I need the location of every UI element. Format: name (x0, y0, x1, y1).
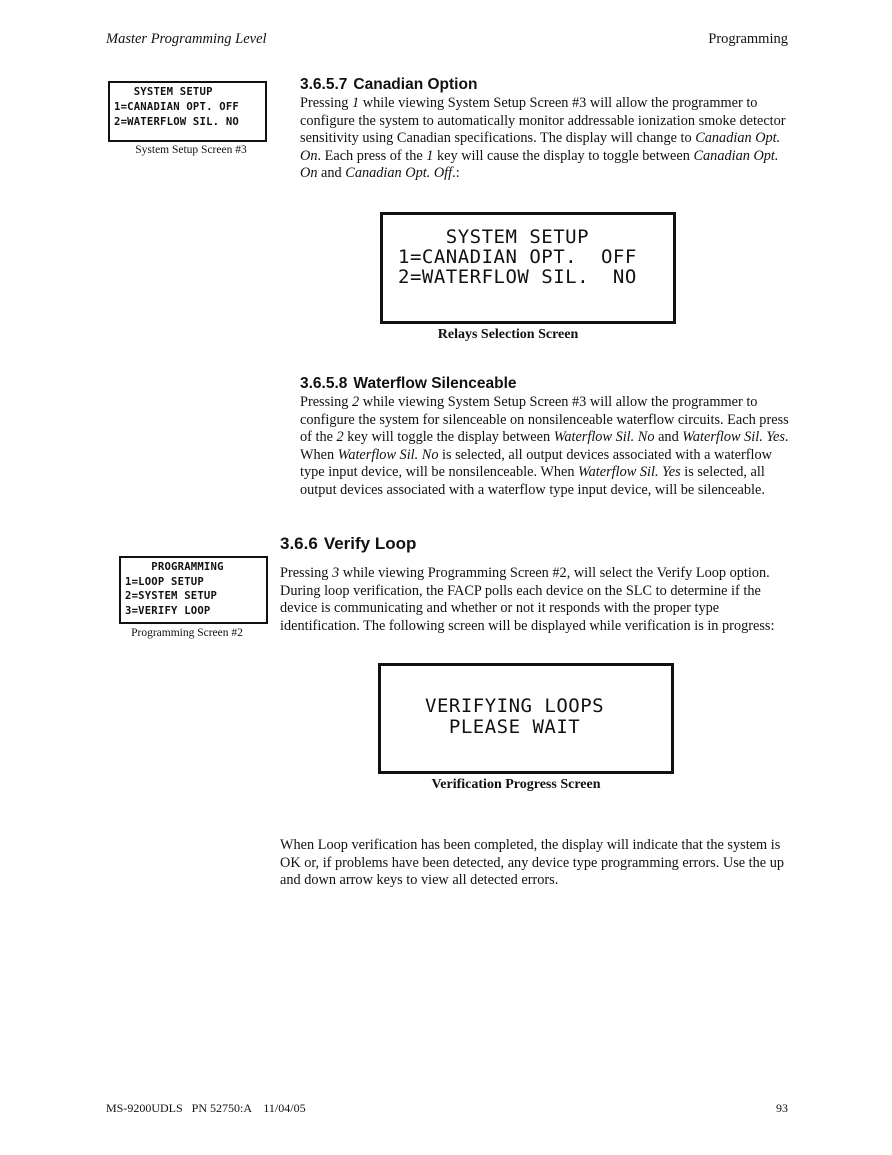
section-title: Canadian Option (353, 76, 478, 93)
page-number: 93 (776, 1101, 788, 1115)
text-run: and (317, 165, 346, 182)
italic-term: Waterflow Sil. No (553, 429, 655, 446)
section-number: 3.6.5.7 (300, 76, 348, 93)
header-section: Programming (708, 31, 788, 47)
footer-doc-id: MS-9200UDLS PN 52750:A 11/04/05 (106, 1101, 306, 1115)
side-lcd-caption: System Setup Screen #3 (135, 144, 247, 156)
side-lcd-programming (119, 556, 268, 624)
italic-term: Canadian Opt. On (300, 130, 781, 164)
big-lcd-system-setup (380, 212, 676, 324)
italic-term: 1 (426, 147, 434, 164)
closing-paragraph: When Loop verification has been completed, the display will indicate that the system is OK or, if problems have been detected, any device type programming errors. Use the up and down arrow keys to view all detected errors. (280, 837, 785, 889)
lcd-line: VERIFYING LOOPS (425, 695, 605, 717)
italic-term: Waterflow Sil. No (337, 446, 439, 463)
lcd-line: 1=LOOP SETUP (125, 575, 204, 588)
lcd-line: 2=SYSTEM SETUP (125, 590, 218, 602)
section-number: 3.6.6 (280, 534, 318, 553)
side-lcd-caption: Programming Screen #2 (131, 627, 243, 639)
text-run: Pressing (280, 565, 333, 581)
lcd-line: 2=WATERFLOW SIL. NO (114, 116, 239, 128)
lcd-line: PROGRAMMING (125, 561, 224, 573)
text-run: key will toggle the display between (343, 429, 554, 446)
section-heading-3658 (300, 375, 517, 393)
big-lcd-caption: Relays Selection Screen (437, 327, 579, 342)
text-run: while viewing System Setup Screen #3 will allow the programmer to configure the system to automatically monitor addressable ionization smoke detector sensitivity using Canadian specifications. The display will change to (300, 95, 786, 147)
text-run: while viewing System Setup Screen #3 will allow the programmer to configure the system for silenceable on nonsilenceable waterflow circuits. Each press of the (300, 394, 789, 446)
text-run: . Each press of the (317, 147, 427, 164)
text-run: key will cause the display to toggle between (433, 147, 694, 164)
text-run: is selected, all output devices associated with a waterflow type input device, will be nonsilenceable. When (300, 446, 772, 481)
section-paragraph-366 (280, 565, 788, 635)
italic-term: Waterflow Sil. Yes (682, 429, 785, 446)
lcd-line: 2=WATERFLOW SIL. NO (398, 266, 637, 288)
section-number: 3.6.5.8 (300, 375, 348, 392)
italic-term: 3 (332, 565, 340, 581)
text-run: . When (300, 429, 789, 463)
lcd-line: 1=CANADIAN OPT. OFF (398, 246, 637, 268)
section-title: Verify Loop (323, 534, 417, 553)
lcd-line: SYSTEM SETUP (114, 86, 213, 98)
italic-term: 2 (336, 429, 344, 446)
section-title: Waterflow Silenceable (353, 375, 517, 392)
section-heading-3657 (300, 76, 477, 94)
text-run: .: (452, 165, 460, 182)
lcd-line: SYSTEM SETUP (398, 226, 590, 248)
italic-term: Waterflow Sil. Yes (578, 464, 681, 481)
text-run: Pressing (300, 95, 353, 111)
section-paragraph-3658 (300, 394, 790, 500)
lcd-line: 3=VERIFY LOOP (125, 604, 211, 617)
italic-term: 1 (352, 95, 360, 111)
section-paragraph-3657 (300, 95, 790, 183)
big-lcd-verifying (378, 663, 674, 774)
text-run: Pressing (300, 394, 353, 410)
italic-term: Canadian Opt. On (300, 147, 779, 182)
lcd-line: PLEASE WAIT (425, 716, 581, 738)
italic-term: Canadian Opt. Off (345, 165, 453, 182)
header-title: Master Programming Level (106, 31, 267, 47)
italic-term: 2 (352, 394, 360, 410)
text-run: and (654, 429, 683, 446)
side-lcd-system-setup (108, 81, 267, 142)
big-lcd-caption: Verification Progress Screen (431, 777, 601, 792)
section-heading-366 (280, 534, 416, 554)
text-run: while viewing Programming Screen #2, will select the Verify Loop option. During loop verification, the FACP polls each device on the SLC to determine if the device is communicating and whether or not it responds with the proper type identification. The following screen will be displayed while verification is in progress: (280, 565, 775, 634)
text-run: is selected, all output devices associated with a waterflow type input device, will be silenceable. (300, 464, 765, 498)
lcd-line: 1=CANADIAN OPT. OFF (114, 101, 239, 113)
